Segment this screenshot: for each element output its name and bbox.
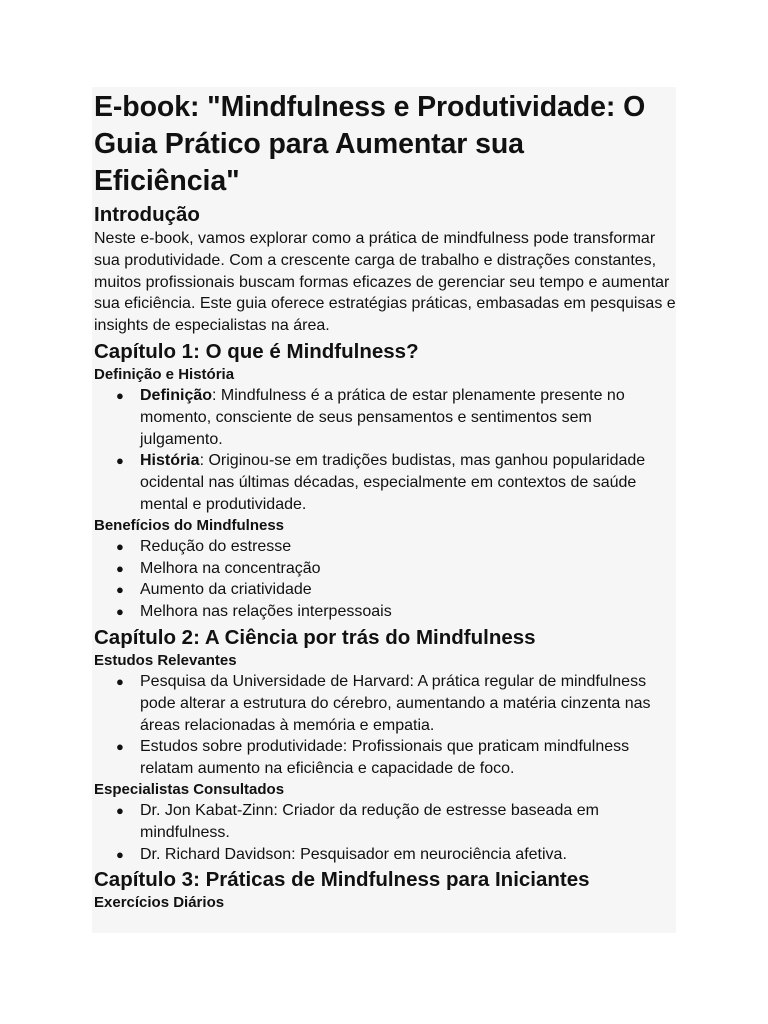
chapter2-heading: Capítulo 2: A Ciência por trás do Mindfulness xyxy=(94,625,536,649)
chapter1-heading: Capítulo 1: O que é Mindfulness? xyxy=(94,339,419,363)
chapter2-section2-heading: Especialistas Consultados xyxy=(94,780,285,798)
list-item: ● Melhora nas relações interpessoais xyxy=(140,601,676,623)
list-item-text: : Originou-se em tradições budistas, mas ganhou popularidade ocidental nas últimas décadas, especialmente em contextos de saúde mental e produtividade. xyxy=(140,452,646,513)
document-page xyxy=(92,87,676,933)
intro-paragraph: Neste e-book, vamos explorar como a prática de mindfulness pode transformar sua produtividade. Com a crescente carga de trabalho e distrações constantes, muitos profissionais buscam formas eficazes de gerenciar seu tempo e aumentar sua eficiência. Este guia oferece estratégias práticas, embasadas em pesquisas e insights de especialistas na área. xyxy=(94,230,676,335)
list-item: ● Redução do estresse xyxy=(140,536,676,558)
list-item-term: História xyxy=(140,452,200,470)
document-content xyxy=(92,87,676,913)
chapter1-section1-heading: Definição e História xyxy=(94,365,235,383)
studies-list xyxy=(94,671,676,780)
benefits-list xyxy=(94,536,676,623)
definition-history-list xyxy=(94,385,676,516)
list-item xyxy=(140,450,676,515)
list-item: ● Melhora na concentração xyxy=(140,558,676,580)
list-item: ● Dr. Jon Kabat-Zinn: Criador da redução de estresse baseada em mindfulness. xyxy=(140,800,676,844)
list-item-text: : Mindfulness é a prática de estar plenamente presente no momento, consciente de seus pensamentos e sentimentos sem julgamento. xyxy=(140,386,625,448)
chapter1-section2-heading: Benefícios do Mindfulness xyxy=(94,516,285,534)
list-item: ● Pesquisa da Universidade de Harvard: A prática regular de mindfulness pode alterar a estrutura do cérebro, aumentando a matéria cinzenta nas áreas relacionadas à memória e empatia. xyxy=(140,671,676,736)
list-item xyxy=(140,385,676,450)
ebook-title: E-book: "Mindfulness e Produtividade: O Guia Prático para Aumentar sua Eficiência" xyxy=(94,91,646,197)
chapter3-heading: Capítulo 3: Práticas de Mindfulness para Iniciantes xyxy=(94,868,590,892)
chapter3-section1-heading: Exercícios Diários xyxy=(94,894,225,912)
list-item: ● Estudos sobre produtividade: Profissionais que praticam mindfulness relatam aumento na eficiência e capacidade de foco. xyxy=(140,736,676,780)
list-item: ● Dr. Richard Davidson: Pesquisador em neurociência afetiva. xyxy=(140,844,676,866)
experts-list xyxy=(94,800,676,865)
intro-heading: Introdução xyxy=(94,203,200,226)
list-item-term: Definição xyxy=(140,386,213,404)
list-item: ● Aumento da criatividade xyxy=(140,579,676,601)
chapter2-section1-heading: Estudos Relevantes xyxy=(94,651,237,669)
